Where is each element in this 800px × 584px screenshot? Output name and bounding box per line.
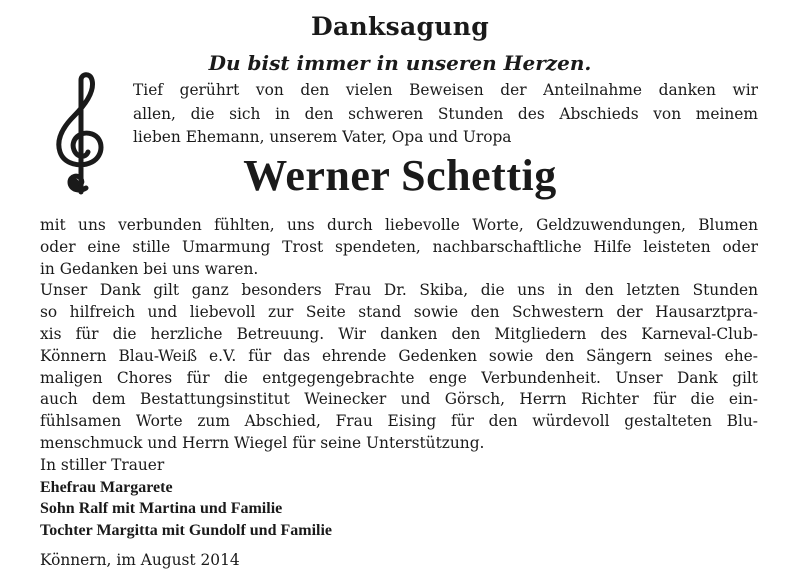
- mourners-block: [40, 455, 640, 541]
- body-line: Unser Dank gilt ganz besonders Frau Dr. Skiba, die uns in den letzten Stunden: [40, 281, 758, 300]
- body-line: fühlsamen Worte zum Abschied, Frau Eising für den würdevoll gestalteten Blu-: [40, 412, 758, 431]
- body-line: auch dem Bestattungsinstitut Weinecker und Görsch, Herrn Richter für die ein-: [40, 390, 758, 409]
- body-line: oder eine stille Umarmung Trost spendeten, nachbarschaftliche Hilfe leisteten oder: [40, 237, 758, 256]
- intro-paragraph: [133, 79, 758, 150]
- body-line: menschmuck und Herrn Wiegel für seine Unterstützung.: [40, 433, 485, 452]
- body-line: mit uns verbunden fühlten, uns durch liebevolle Worte, Geldzuwendungen, Blumen: [40, 216, 758, 234]
- deceased-name: Werner Schettig: [243, 151, 557, 200]
- intro-line: allen, die sich in den schweren Stunden des Abschieds von meinem: [133, 104, 758, 123]
- thanks-paragraph: [40, 215, 758, 455]
- intro-line: Tief gerührt von den vielen Beweisen der Anteilnahme danken wir: [133, 81, 758, 99]
- notice-heading: Danksagung: [311, 12, 489, 41]
- notice-motto: Du bist immer in unseren Herzen.: [208, 51, 592, 75]
- body-line: maligen Chores für die entgegengebrachte enge Verbundenheit. Unser Dank gilt: [40, 368, 758, 387]
- mourner-name: Sohn Ralf mit Martina und Familie: [40, 500, 283, 517]
- mourner-name: Tochter Margitta mit Gundolf und Familie: [40, 521, 332, 539]
- body-line: so hilfreich und liebevoll zur Seite stand sowie den Schwestern der Hausarztpra-: [40, 303, 758, 322]
- intro-line: lieben Ehemann, unserem Vater, Opa und Uropa: [133, 128, 512, 146]
- place-date: Könnern, im August 2014: [40, 551, 240, 569]
- mourner-name: Ehefrau Margarete: [40, 478, 173, 496]
- body-line: xis für die herzliche Betreuung. Wir danken den Mitgliedern des Karneval-Club-: [40, 324, 758, 343]
- mourning-intro: In stiller Trauer: [40, 456, 165, 474]
- body-line: Könnern Blau-Weiß e.V. für das ehrende Gedenken sowie den Sängern seines ehe-: [40, 346, 758, 365]
- body-line: in Gedanken bei uns waren.: [40, 259, 259, 278]
